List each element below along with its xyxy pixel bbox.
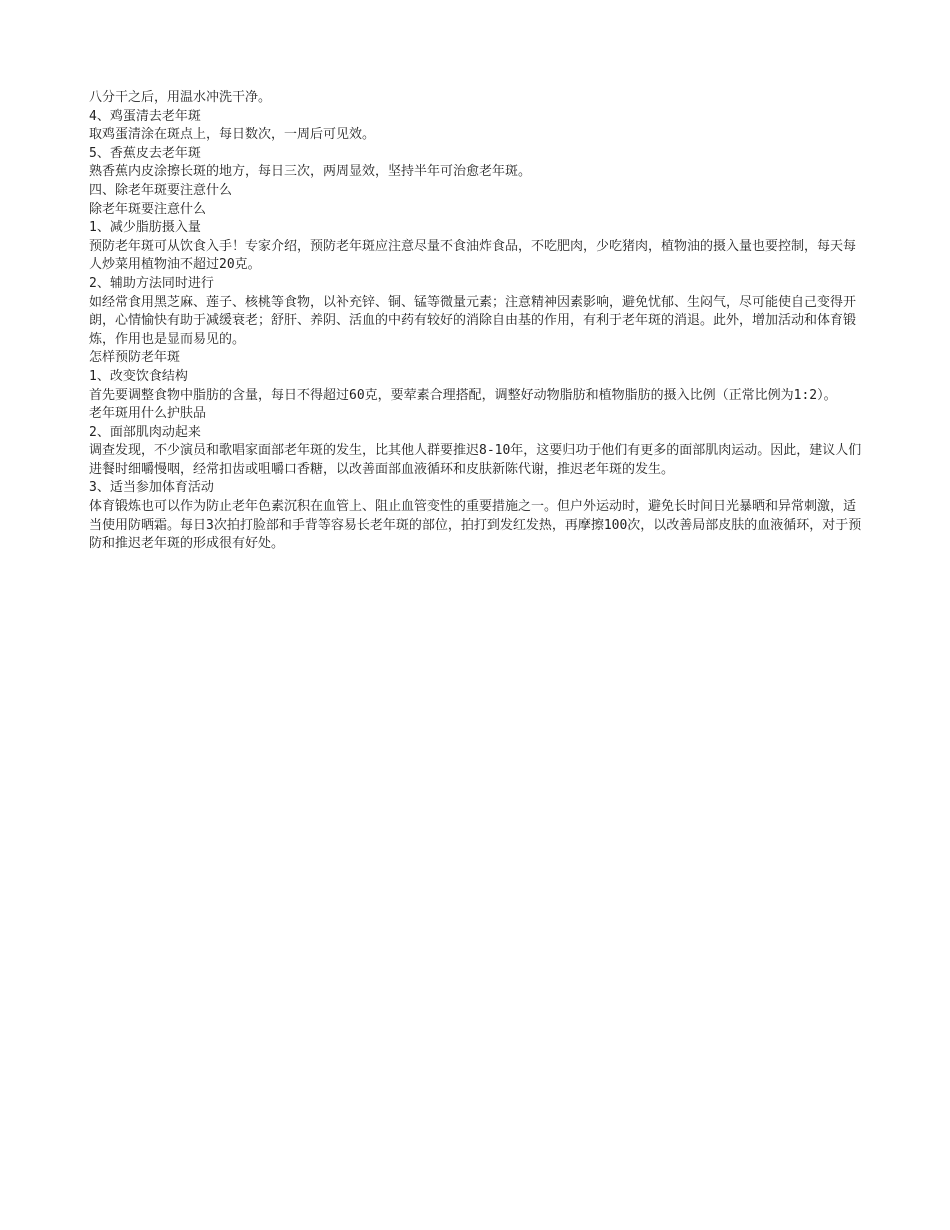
paragraph-banana-peel: 熟香蕉内皮涂擦长斑的地方，每日三次，两周显效，坚持半年可治愈老年斑。 [89,164,532,180]
paragraph-egg-white: 取鸡蛋清涂在斑点上，每日数次，一周后可见效。 [89,127,376,143]
heading-diet-structure: 1、改变饮食结构 [89,368,188,384]
heading-banana-peel: 5、香蕉皮去老年斑 [89,145,201,161]
subheading-precautions: 除老年斑要注意什么 [89,201,207,217]
paragraph-facial-muscles: 调查发现，不少演员和歌唱家面部老年斑的发生，比其他人群要推迟8-10年，这要归功于他们有更多的面部肌肉运动。因此，建议人们进餐时细嚼慢咽，经常扣齿或咀嚼口香糖，以改善面部血液循环和皮肤新陈代谢，推迟老年斑的发生。 [89,443,862,477]
heading-facial-muscles: 2、面部肌肉动起来 [89,424,201,440]
paragraph-reduce-fat: 预防老年斑可从饮食入手！专家介绍，预防老年斑应注意尽量不食油炸食品，不吃肥肉，少吃猪肉，植物油的摄入量也要控制，每天每人炒菜用植物油不超过20克。 [89,238,857,273]
paragraph-continuation: 八分干之后，用温水冲洗干净。 [89,90,272,105]
paragraph-diet-structure: 首先要调整食物中脂肪的含量，每日不得超过60克，要荤素合理搭配，调整好动物脂肪和植物脂肪的摄入比例（正常比例为1:2）。 [89,387,837,403]
heading-auxiliary-methods: 2、辅助方法同时进行 [89,275,214,291]
subheading-skincare: 老年斑用什么护肤品 [89,406,207,422]
paragraph-auxiliary-methods: 如经常食用黑芝麻、莲子、核桃等食物，以补充锌、铜、锰等微量元素；注意精神因素影响，避免忧郁、生闷气，尽可能使自己变得开朗，心情愉快有助于减缓衰老；舒肝、养阴、活血的中药有较好的消除自由基的作用，有利于老年斑的消退。此外，增加活动和体育锻炼，作用也是显而易见的。 [89,294,857,347]
heading-sports-activity: 3、适当参加体育活动 [89,480,214,496]
section-heading-precautions: 四、除老年斑要注意什么 [89,182,233,198]
heading-reduce-fat: 1、减少脂肪摄入量 [89,220,201,236]
paragraph-sports-activity: 体育锻炼也可以作为防止老年色素沉积在血管上、阻止血管变性的重要措施之一。但户外运动时，避免长时间日光暴晒和异常刺激，适当使用防晒霜。每日3次拍打脸部和手背等容易长老年斑的部位，拍打到发红发热，再摩擦100次，以改善局部皮肤的血液循环，对于预防和推迟老年斑的形成很有好处。 [89,499,862,552]
heading-egg-white: 4、鸡蛋清去老年斑 [89,108,201,124]
document-body [89,89,864,554]
subheading-prevention: 怎样预防老年斑 [89,350,181,366]
